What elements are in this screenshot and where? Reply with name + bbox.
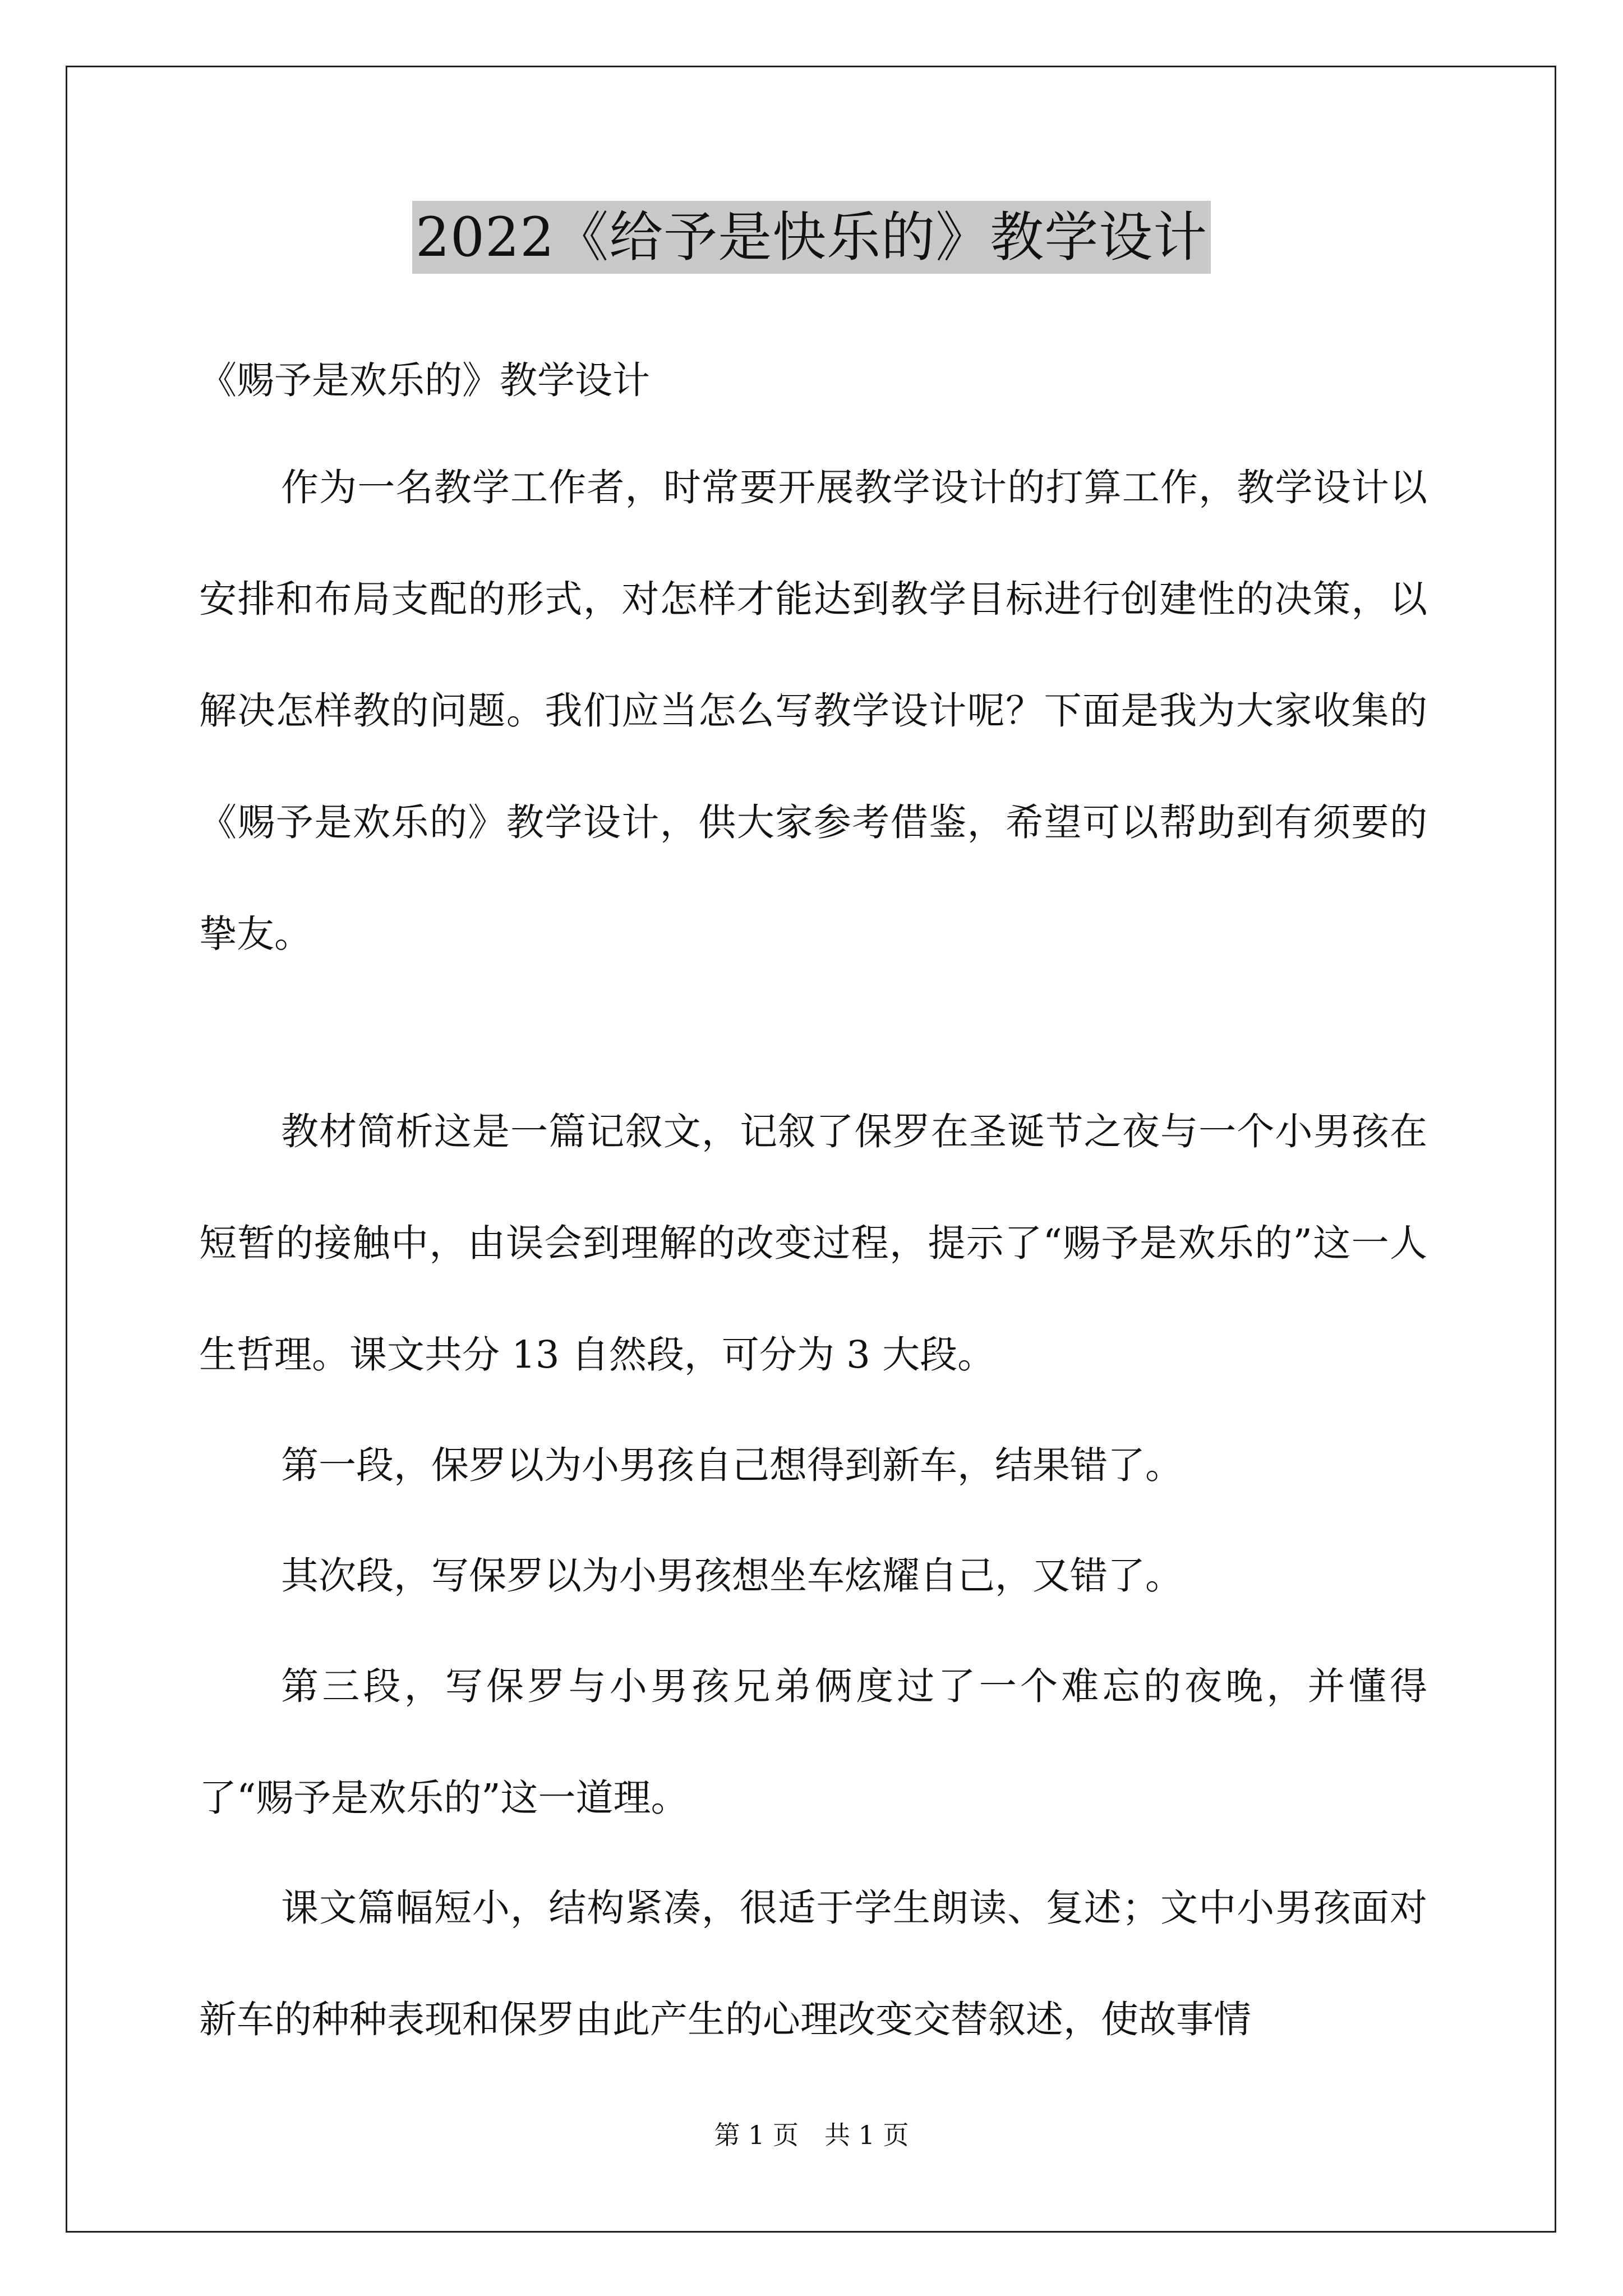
document-subtitle: 《赐予是欢乐的》教学设计 xyxy=(199,358,650,402)
paragraph-section-three: 第三段，写保罗与小男孩兄弟俩度过了一个难忘的夜晚，并懂得了“赐予是欢乐的”这一道理。 xyxy=(199,1664,1427,1820)
document-title-container xyxy=(0,201,1623,274)
paragraph-textbook-analysis: 教材简析这是一篇记叙文，记叙了保罗在圣诞节之夜与一个小男孩在短暂的接触中，由误会到理解的改变过程，提示了“赐予是欢乐的”这一人生哲理。课文共分 13 自然段，可分为 3 大段。 xyxy=(199,1110,1427,1377)
paragraph-section-two: 其次段，写保罗以为小男孩想坐车炫耀自己，又错了。 xyxy=(281,1554,1183,1598)
paragraph-structure: 课文篇幅短小，结构紧凑，很适于学生朗读、复述；文中小男孩面对新车的种种表现和保罗由此产生的心理改变交替叙述，使故事情 xyxy=(199,1886,1427,2041)
paragraph-section-one: 第一段，保罗以为小男孩自己想得到新车，结果错了。 xyxy=(281,1443,1183,1487)
document-title: 2022《给予是快乐的》教学设计 xyxy=(412,201,1211,274)
page-footer: 第 1 页 共 1 页 xyxy=(714,2120,909,2150)
paragraph-intro: 作为一名教学工作者，时常要开展教学设计的打算工作，教学设计以安排和布局支配的形式，对怎样才能达到教学目标进行创建性的决策，以解决怎样教的问题。我们应当怎么写教学设计呢？下面是我为大家收集的《赐予是欢乐的》教学设计，供大家参考借鉴，希望可以帮助到有须要的挚友。 xyxy=(199,466,1427,956)
